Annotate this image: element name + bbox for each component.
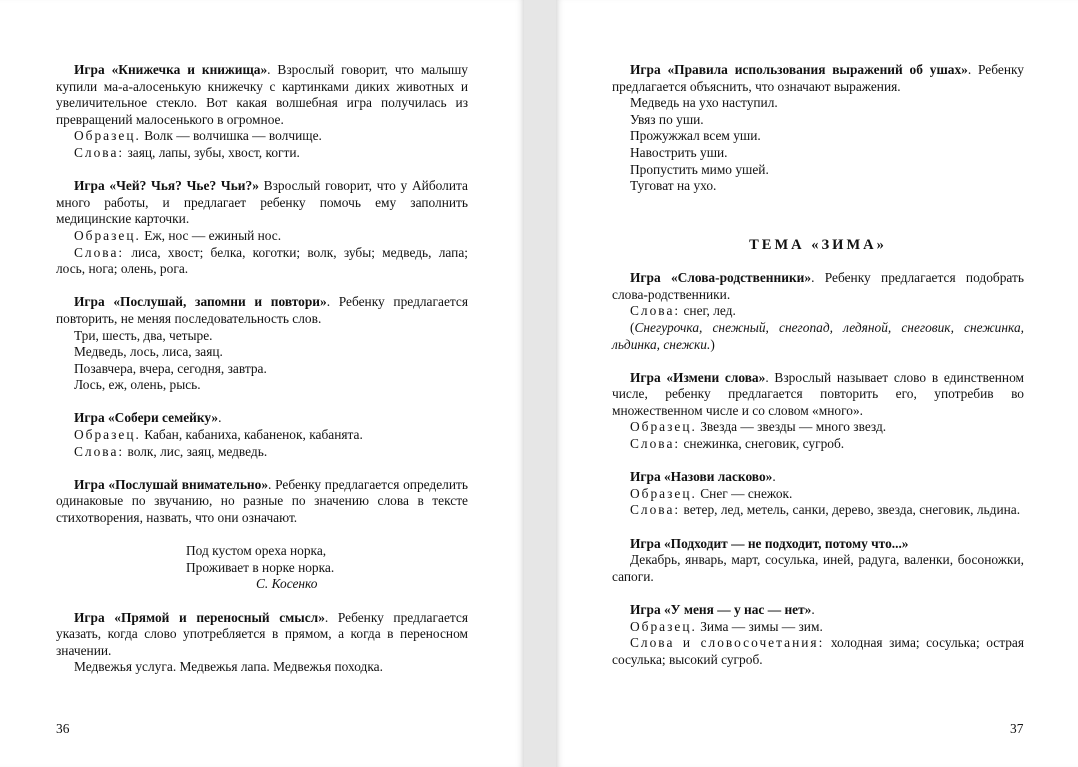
book-gutter [524,0,556,767]
words-text: холодная зима; сосулька; острая сосулька; высокий сугроб. [612,635,1025,667]
sample-text: Волк — волчишка — волчище. [140,128,322,144]
sample-text: Снег — снежок. [696,485,793,501]
title-end: . [772,469,776,485]
game-description: . Взрослый называет слово в единственном числе, ребенку предлагается повторить его, употребив во множественном числе и со словом «много». [612,369,1025,418]
game-izmeni [612,370,1024,420]
game-title: Игра «Назови ласково» [630,469,773,485]
sample-line [612,486,1024,503]
example-line: Позавчера, вчера, сегодня, завтра. [74,360,267,376]
words-line [612,635,1024,668]
example-line: Прожужжал всем уши. [630,128,761,144]
words-label: Слова: [74,443,125,459]
game-title: Игра «Послушай внимательно» [74,476,269,492]
left-page-text [56,62,468,676]
title-end: . [811,602,815,617]
answer-line [612,320,1024,353]
words-line [612,502,1024,519]
sample-text: Зима — зимы — зим. [696,618,823,634]
words-text: ветер, лед, метель, санки, дерево, звезда, снеговик, льдина. [680,502,1021,518]
game-title: Игра «Прямой и переносный смысл» [74,609,325,625]
sample-line [56,427,468,444]
game-poslushai-vnimatelno [56,477,468,527]
game-podkhodit [612,536,1024,553]
sample-label: Образец. [630,618,697,634]
words-line [612,303,1024,320]
poem-line: Под кустом ореха норка, [186,543,327,559]
words-label: Слова и словосочетания: [630,635,825,651]
words-text: снежинка, снеговик, сугроб. [680,436,845,452]
game-description: . Ребенку предлагается объяснить, что означают выражения. [612,62,1025,94]
left-page [0,0,524,767]
sample-text: Кабан, кабаниха, кабаненок, кабанята. [140,427,363,443]
words-text: заяц, лапы, зубы, хвост, когти. [124,144,300,160]
sample-text: Звезда — звезды — много звезд. [696,419,887,435]
right-page-text [612,62,1024,668]
game-description: . Ребенку предлагается подобрать слова-родственники. [612,270,1024,302]
words-line [56,145,468,162]
words-label: Слова: [630,303,681,319]
game-poslushai-zapomni [56,294,468,327]
example-line: Навострить уши. [630,144,728,160]
game-description: . Ребенку предлагается повторить, не меняя последовательность слов. [56,294,468,326]
words-line [612,436,1024,453]
game-description: . Взрослый говорит, что малышу купили ма-а-алосенькую книжечку с картинками диких животных и увеличительное стекло. Вот какая волшебная игра получилась из превращений малосенького в огромное. [56,62,468,127]
words-text: снег, лед. [680,303,736,319]
words-text: волк, лис, заяц, медведь. [124,443,268,459]
game-title: Игра «Правила использования выражений об ушах» [630,62,968,77]
game-smysl [56,610,468,660]
example-line: Декабрь, январь, март, сосулька, иней, радуга, валенки, босоножки, сапоги. [612,552,1024,584]
game-title: Игра «Слова-родственники» [630,270,812,286]
title-end: . [218,410,222,426]
sample-label: Образец. [630,419,697,435]
sample-line [56,228,468,245]
game-title: Игра «У меня — у нас — нет» [630,602,812,617]
words-label: Слова: [630,436,681,452]
poem-line: Проживает в норке норка. [186,559,335,575]
example-line: Медвежья услуга. Медвежья лапа. Медвежья походка. [74,659,383,675]
sample-label: Образец. [630,485,697,501]
right-page [556,0,1078,767]
answer-text: Снегурочка, снежный, снегопад, ледяной, снеговик, снежинка, льдинка, снежки. [612,319,1024,352]
game-title: Игра «Измени слова» [630,369,766,385]
sample-line [56,128,468,145]
poem-author: С. Косенко [256,576,318,592]
game-description: Взрослый говорит, что у Айболита много работы, и предлагает ребенку помочь ему заполнить медицинские карточки. [56,178,468,227]
words-line [56,444,468,461]
words-text: лиса, хвост; белка, коготки; волк, зубы; медведь, лапа; лось, нога; олень, рога. [56,244,468,277]
words-label: Слова: [74,144,125,160]
game-chei [56,178,468,228]
sample-label: Образец. [74,128,141,144]
game-title: Игра «Подходит — не подходит, потому что...» [630,535,909,551]
game-rodstvenniki [612,270,1024,303]
sample-label: Образец. [74,227,141,243]
game-title: Игра «Собери семейку» [74,410,219,426]
paren-close: ) [710,336,715,352]
section-heading: ТЕМА «ЗИМА» [749,236,887,253]
game-u-menya [612,602,1024,619]
page-number: 37 [1010,721,1024,736]
game-ushi [612,62,1024,95]
example-line: Увяз по уши. [630,111,704,127]
example-line: Медведь, лось, лиса, заяц. [74,344,223,360]
game-laskovo [612,469,1024,486]
sample-line [612,619,1024,636]
sample-text: Еж, нос — ежиный нос. [140,227,282,243]
example-line: Лось, еж, олень, рысь. [74,377,201,393]
words-label: Слова: [74,244,125,260]
game-semeika [56,410,468,427]
sample-line [612,419,1024,436]
page-number: 36 [56,721,70,736]
game-description: . Ребенку предлагается указать, когда слово употребляется в прямом, а когда в переносном значении. [56,609,468,658]
example-line: Три, шесть, два, четыре. [74,327,213,343]
game-title: Игра «Книжечка и книжища» [74,62,268,77]
paren-open: ( [630,319,635,335]
sample-label: Образец. [74,427,141,443]
game-knizhechka [56,62,468,128]
game-title: Игра «Послушай, запомни и повтори» [74,294,327,310]
words-line [56,245,468,278]
words-label: Слова: [630,502,681,518]
example-line: Медведь на ухо наступил. [630,95,778,111]
example-line: Пропустить мимо ушей. [630,161,769,177]
game-description: . Ребенку предлагается определить одинаковые по звучанию, но разные по значению слова в тексте стихотворения, назвать, что они означают. [56,476,468,526]
example-line: Туговат на ухо. [630,178,717,194]
game-title: Игра «Чей? Чья? Чье? Чьи?» [74,178,259,194]
